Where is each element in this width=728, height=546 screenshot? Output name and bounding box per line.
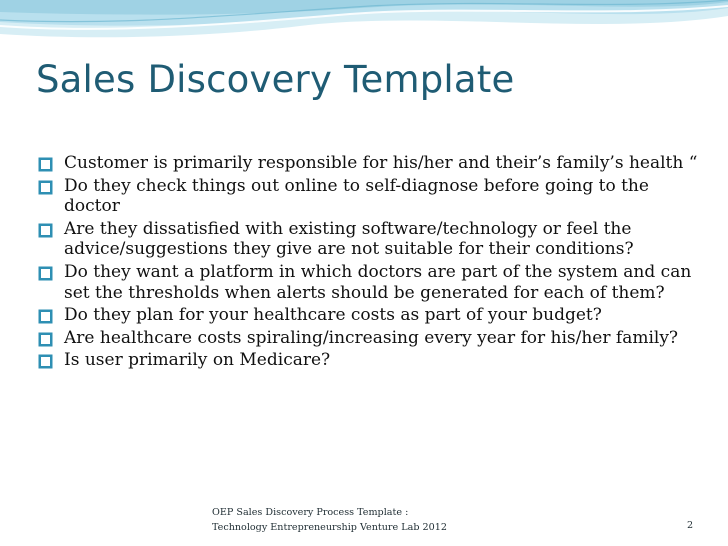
bullet-item bbox=[36, 328, 708, 349]
checkbox-square-icon bbox=[38, 157, 53, 172]
bullet-text: Do they plan for your healthcare costs as part of your budget? bbox=[64, 305, 602, 326]
footer-line-1: OEP Sales Discovery Process Template : bbox=[212, 507, 409, 518]
bullet-item bbox=[36, 305, 708, 326]
bullet-item bbox=[36, 262, 708, 303]
checkbox-square-icon bbox=[38, 354, 53, 369]
checkbox-square-icon bbox=[38, 223, 53, 238]
footer-line-2: Technology Entrepreneurship Venture Lab 2012 bbox=[212, 522, 447, 533]
bullet-text: Do they want a platform in which doctors are part of the system and can set the thresholds when alerts should be generated for each of them? bbox=[64, 261, 692, 303]
bullet-text: Are healthcare costs spiraling/increasing every year for his/her family? bbox=[64, 327, 679, 348]
checkbox-square-icon bbox=[38, 309, 53, 324]
bullet-text: Are they dissatisfied with existing software/technology or feel the advice/suggestions they give are not suitable for their conditions? bbox=[64, 218, 634, 260]
bullet-list bbox=[36, 153, 708, 373]
bullet-item bbox=[36, 350, 708, 371]
bullet-item bbox=[36, 176, 708, 217]
footer bbox=[212, 505, 447, 535]
bullet-item bbox=[36, 153, 708, 174]
page-number: 2 bbox=[687, 520, 694, 531]
slide-title: Sales Discovery Template bbox=[36, 58, 515, 101]
bullet-text: Customer is primarily responsible for his/her and their’s family’s health “ bbox=[64, 153, 698, 173]
checkbox-square-icon bbox=[38, 266, 53, 281]
checkbox-square-icon bbox=[38, 332, 53, 347]
bullet-text: Is user primarily on Medicare? bbox=[64, 350, 331, 371]
checkbox-square-icon bbox=[38, 180, 53, 195]
bullet-text: Do they check things out online to self-diagnose before going to the doctor bbox=[64, 175, 649, 217]
bullet-item bbox=[36, 219, 708, 260]
wave-header-decoration bbox=[0, 0, 728, 60]
